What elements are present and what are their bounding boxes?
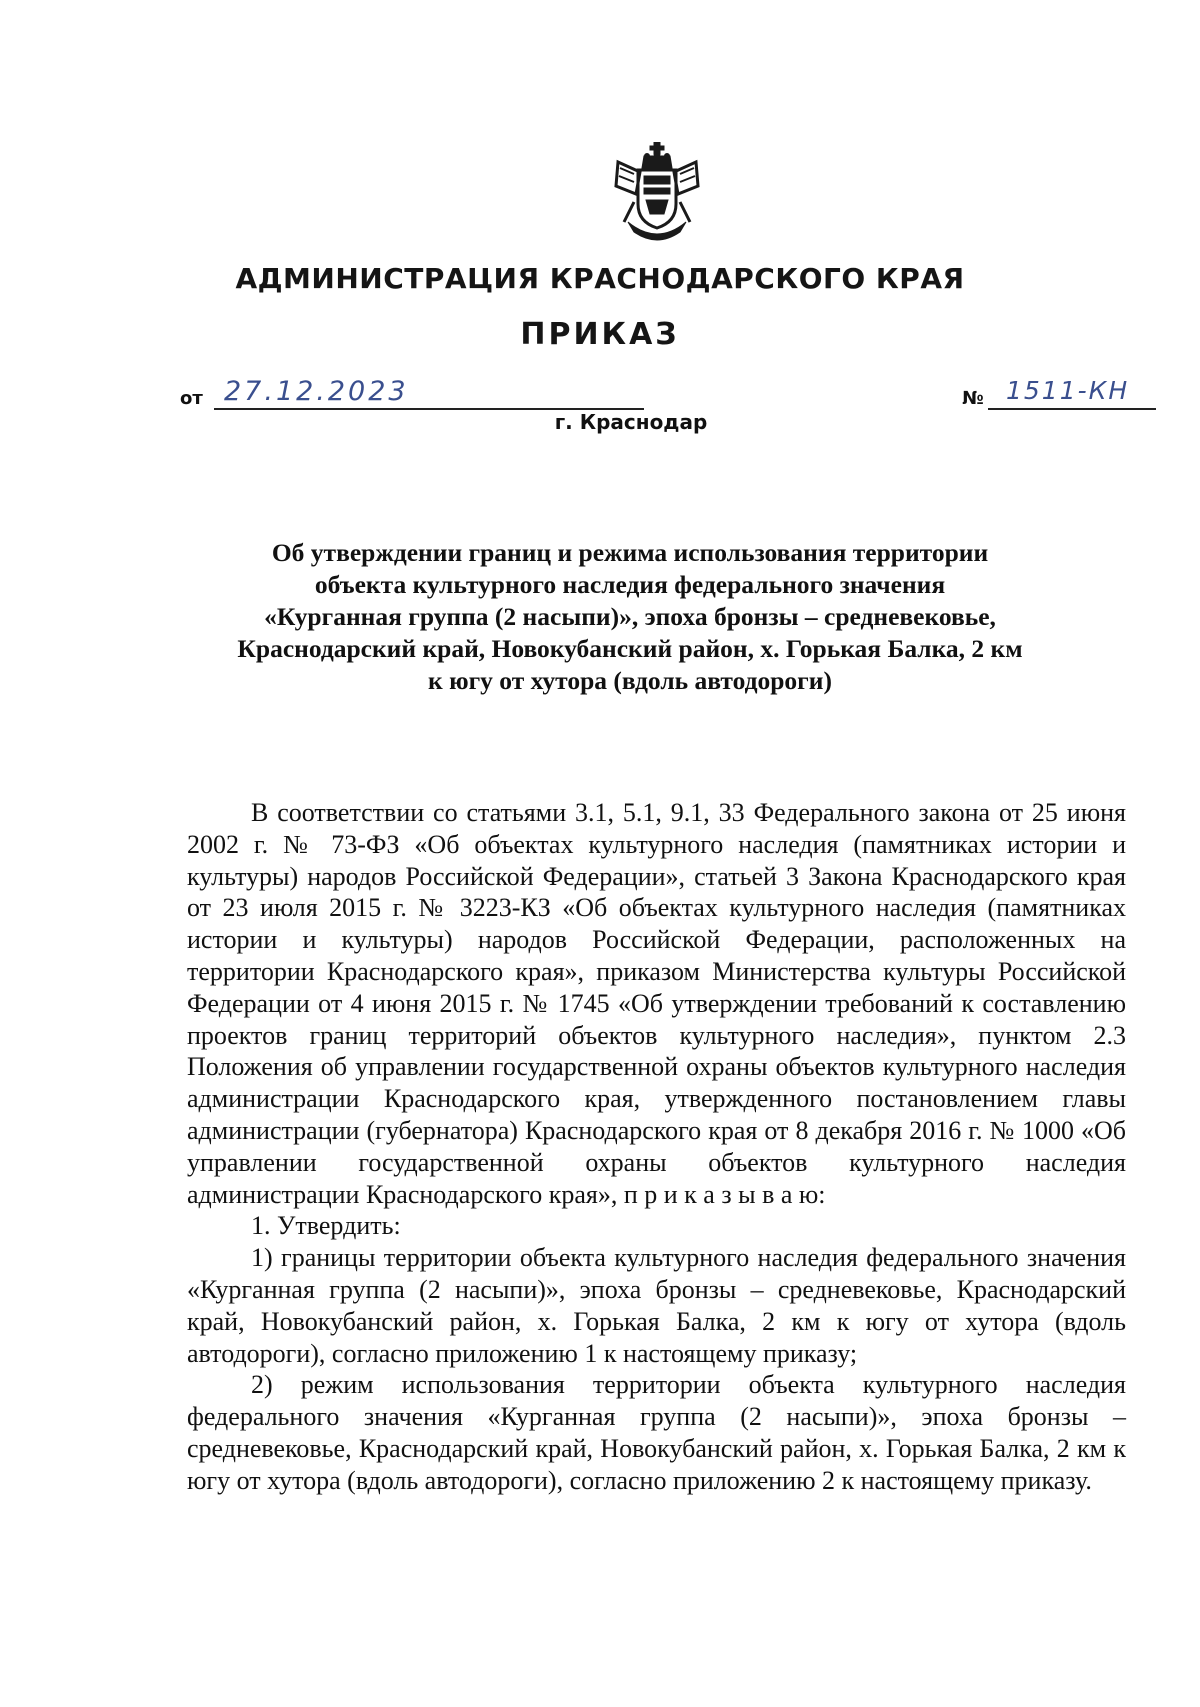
subitem-1: 1) границы территории объекта культурного наследия федерального значения «Курганная группа (2 насыпи)», эпоха бронзы – средневековье, Краснодарский край, Новокубанский район, х. Горькая Балка, 2 км к югу от хутора (вдоль автодороги), согласно приложению 1 к настоящему приказу; <box>187 1243 1126 1368</box>
subitem-2: 2) режим использования территории объекта культурного наследия федерального значения «Курганная группа (2 насыпи)», эпоха бронзы – средневековье, Краснодарский край, Новокубанский район, х. Горькая Балка, 2 км к югу от хутора (вдоль автодороги), согласно приложению 2 к настоящему приказу. <box>187 1370 1126 1495</box>
document-body <box>187 797 1126 1497</box>
item-1: 1. Утвердить: <box>251 1211 401 1241</box>
document-type: ПРИКАЗ <box>520 317 680 352</box>
coat-of-arms-icon <box>614 142 700 246</box>
title-line: Об утверждении границ и режима использования территории <box>271 538 989 567</box>
document-title <box>190 537 1070 697</box>
preamble-paragraph <box>187 797 1126 1210</box>
title-line: объекта культурного наследия федерального значения <box>314 570 946 599</box>
organization-name: АДМИНИСТРАЦИЯ КРАСНОДАРСКОГО КРАЯ <box>235 262 965 295</box>
number-label: № <box>962 388 984 409</box>
date-label: от <box>180 388 203 409</box>
city-name: г. Краснодар <box>554 410 708 434</box>
date-handwritten: 27.12.2023 <box>224 376 409 407</box>
order-word: п р и к а з ы в а ю: <box>623 1179 826 1209</box>
number-handwritten: 1511-КН <box>1006 376 1130 405</box>
title-line: Краснодарский край, Новокубанский район, х. Горькая Балка, 2 км <box>237 634 1023 663</box>
title-line: «Курганная группа (2 насыпи)», эпоха бронзы – средневековье, <box>264 602 996 631</box>
title-line: к югу от хутора (вдоль автодороги) <box>428 666 832 695</box>
preamble-text: В соответствии со статьями 3.1, 5.1, 9.1, 33 Федерального закона от 25 июня 2002 г. № 73-ФЗ «Об объектах культурного наследия (памятниках истории и культуры) народов Российской Федерации», статьей 3 Закона Краснодарского края от 23 июля 2015 г. № 3223-КЗ «Об объектах культурного наследия (памятниках истории и культуры) народов Российской Федерации, расположенных на территории Краснодарского края», приказом Министерства культуры Российской Федерации от 4 июня 2015 г. № 1745 «Об утверждении требований к составлению проектов границ территорий объектов культурного наследия», пунктом 2.3 Положения об управлении государственной охраны объектов культурного наследия администрации Краснодарского края, утвержденного постановлением главы администрации (губернатора) Краснодарского края от 8 декабря 2016 г. № 1000 «Об управлении государственной охраны объектов культурного наследия администрации Краснодарского края», <box>187 798 1126 1209</box>
